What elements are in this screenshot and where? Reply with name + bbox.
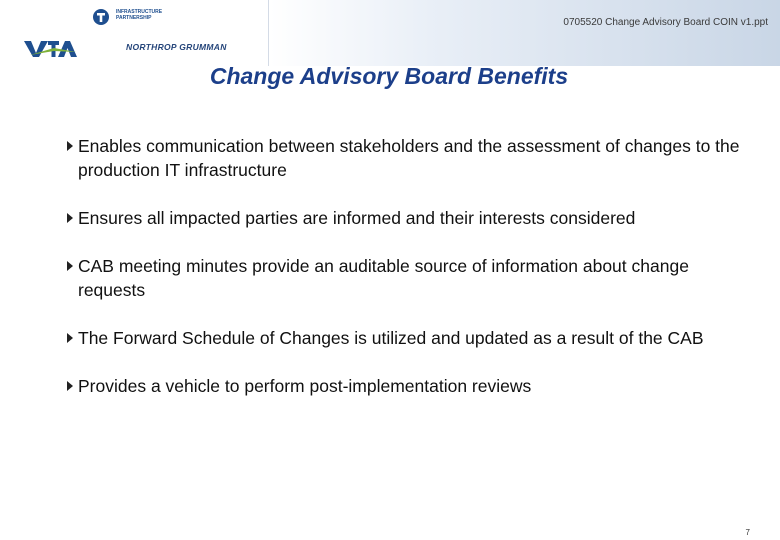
file-name: 0705520 Change Advisory Board COIN v1.ppt xyxy=(563,17,768,28)
bullet-arrow-icon xyxy=(67,261,73,271)
bullet-item xyxy=(66,326,746,350)
bullet-text: CAB meeting minutes provide an auditable source of information about change requests xyxy=(78,256,689,300)
bullet-arrow-icon xyxy=(67,141,73,151)
infrastructure-partnership-logo xyxy=(92,8,114,26)
bullet-arrow-icon xyxy=(67,333,73,343)
northrop-grumman-logo: NORTHROP GRUMMAN xyxy=(126,42,227,52)
bullet-list xyxy=(66,134,746,422)
page-number: 7 xyxy=(745,528,750,537)
slide-title: Change Advisory Board Benefits xyxy=(209,63,569,89)
bullet-item xyxy=(66,134,746,182)
bullet-arrow-icon xyxy=(67,213,73,223)
bullet-item xyxy=(66,206,746,230)
bullet-text: Ensures all impacted parties are informed and their interests considered xyxy=(78,208,636,228)
bullet-text: The Forward Schedule of Changes is utilized and updated as a result of the CAB xyxy=(78,328,704,348)
bullet-text: Provides a vehicle to perform post-implementation reviews xyxy=(78,376,532,396)
bullet-text: Enables communication between stakeholders and the assessment of changes to the production IT infrastructure xyxy=(78,136,740,180)
bullet-arrow-icon xyxy=(67,381,73,391)
infrastructure-partnership-logo-text: INFRASTRUCTURE PARTNERSHIP xyxy=(116,9,163,21)
bullet-item xyxy=(66,254,746,302)
bullet-item xyxy=(66,374,746,398)
vta-logo xyxy=(24,39,78,59)
header-divider xyxy=(268,0,269,66)
